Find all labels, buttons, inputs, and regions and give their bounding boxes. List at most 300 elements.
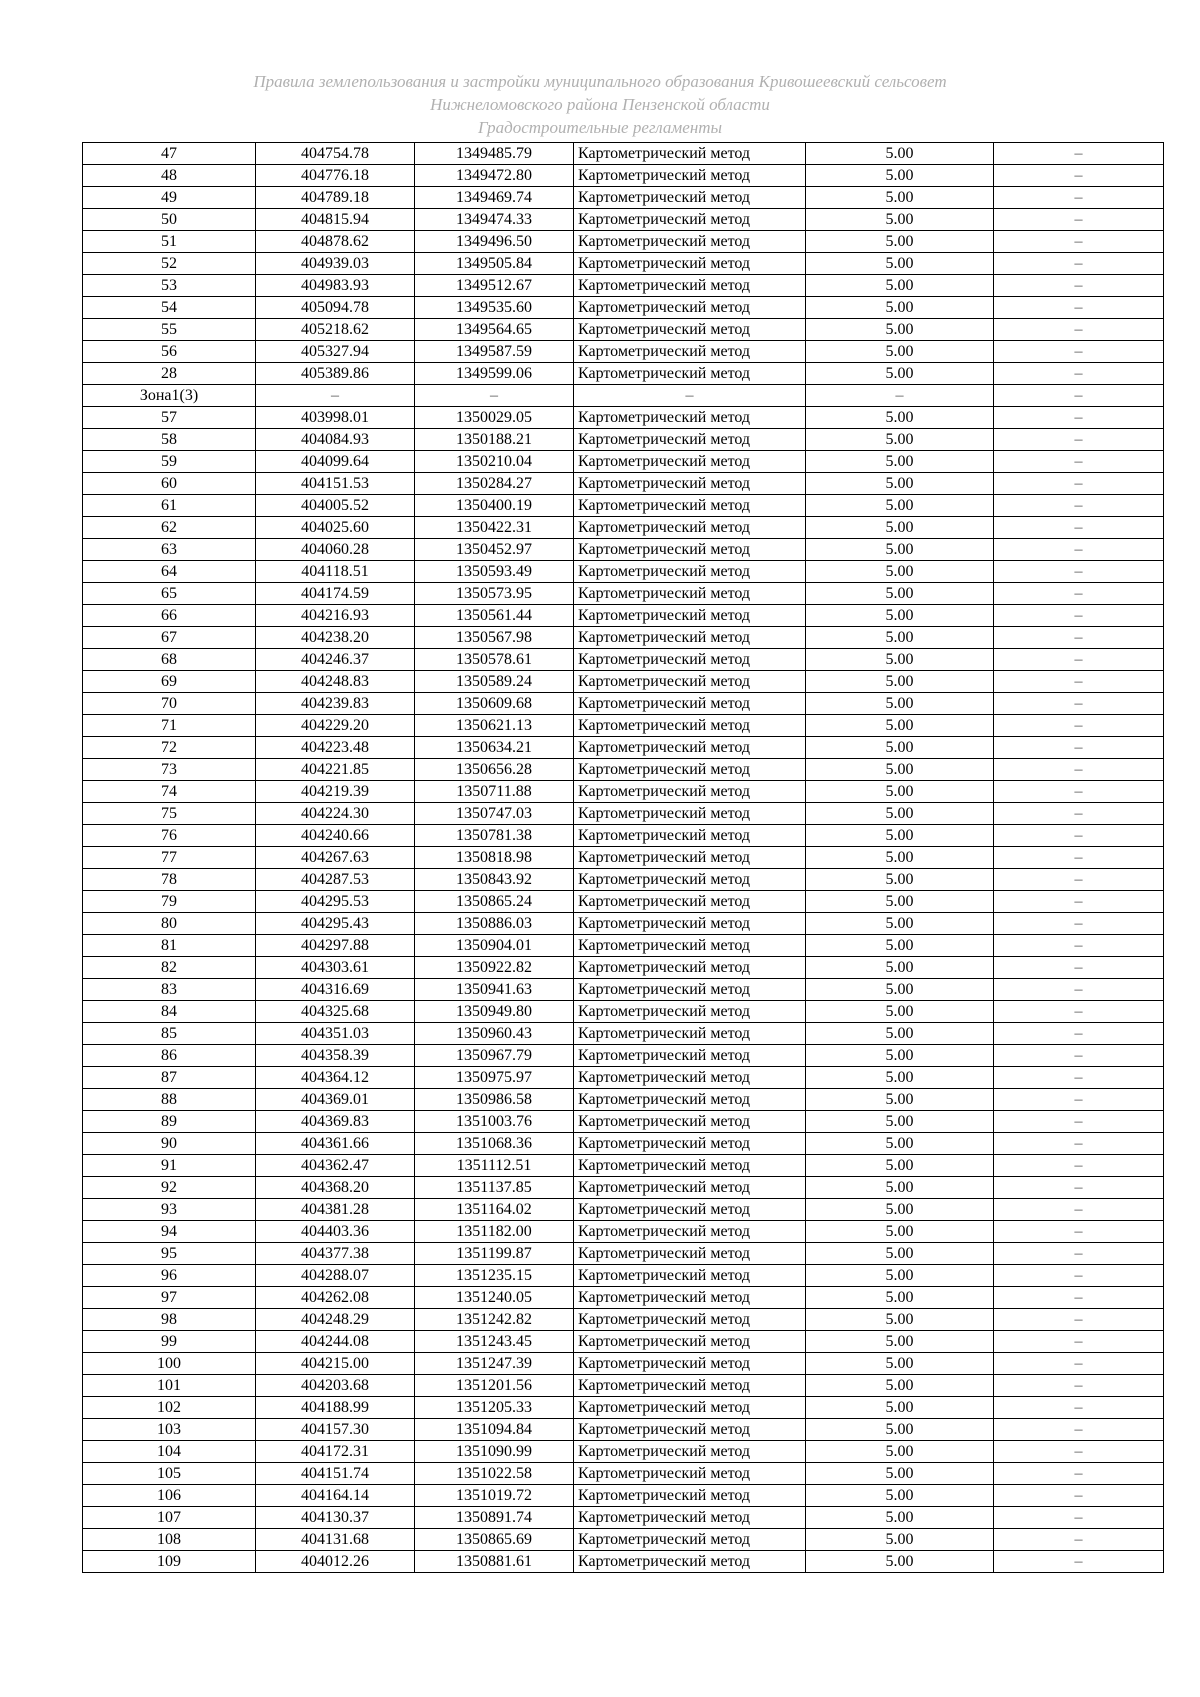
- note: –: [994, 781, 1164, 803]
- coordinate-y: 1350747.03: [415, 803, 574, 825]
- determination-method: Картометрический метод: [574, 1199, 806, 1221]
- coordinate-y: 1350634.21: [415, 737, 574, 759]
- coordinate-x: 404223.48: [256, 737, 415, 759]
- accuracy: 5.00: [806, 1507, 994, 1529]
- table-row: [83, 1023, 1164, 1045]
- determination-method: Картометрический метод: [574, 341, 806, 363]
- determination-method: Картометрический метод: [574, 1309, 806, 1331]
- coordinate-x: 404303.61: [256, 957, 415, 979]
- accuracy: 5.00: [806, 209, 994, 231]
- point-number: 98: [83, 1309, 256, 1331]
- coordinate-y: 1351094.84: [415, 1419, 574, 1441]
- point-number: 88: [83, 1089, 256, 1111]
- coordinate-y: 1349474.33: [415, 209, 574, 231]
- point-number: Зона1(3): [83, 385, 256, 407]
- determination-method: Картометрический метод: [574, 319, 806, 341]
- point-number: 50: [83, 209, 256, 231]
- note: –: [994, 1441, 1164, 1463]
- determination-method: Картометрический метод: [574, 1331, 806, 1353]
- accuracy: 5.00: [806, 1023, 994, 1045]
- determination-method: Картометрический метод: [574, 1353, 806, 1375]
- accuracy: 5.00: [806, 693, 994, 715]
- accuracy: 5.00: [806, 473, 994, 495]
- table-row: [83, 1199, 1164, 1221]
- coordinate-x: 404369.83: [256, 1111, 415, 1133]
- determination-method: Картометрический метод: [574, 1045, 806, 1067]
- accuracy: 5.00: [806, 1067, 994, 1089]
- determination-method: Картометрический метод: [574, 539, 806, 561]
- note: –: [994, 187, 1164, 209]
- table-row: [83, 605, 1164, 627]
- point-number: 106: [83, 1485, 256, 1507]
- point-number: 60: [83, 473, 256, 495]
- coordinate-y: 1349485.79: [415, 143, 574, 165]
- table-row: [83, 1353, 1164, 1375]
- coordinate-y: 1351242.82: [415, 1309, 574, 1331]
- accuracy: 5.00: [806, 297, 994, 319]
- coordinate-x: 404216.93: [256, 605, 415, 627]
- coordinate-x: 404369.01: [256, 1089, 415, 1111]
- note: –: [994, 671, 1164, 693]
- note: –: [994, 693, 1164, 715]
- note: –: [994, 759, 1164, 781]
- table-row: [83, 143, 1164, 165]
- note: –: [994, 1529, 1164, 1551]
- table-row: [83, 429, 1164, 451]
- coordinate-x: 404295.53: [256, 891, 415, 913]
- point-number: 95: [83, 1243, 256, 1265]
- accuracy: 5.00: [806, 1221, 994, 1243]
- point-number: 72: [83, 737, 256, 759]
- accuracy: 5.00: [806, 1089, 994, 1111]
- note: –: [994, 1199, 1164, 1221]
- table-row: [83, 231, 1164, 253]
- table-row: [83, 583, 1164, 605]
- header-line-2: Нижнеломовского района Пензенской области: [430, 95, 770, 114]
- point-number: 109: [83, 1551, 256, 1573]
- determination-method: Картометрический метод: [574, 407, 806, 429]
- accuracy: 5.00: [806, 605, 994, 627]
- coordinate-y: 1351201.56: [415, 1375, 574, 1397]
- note: –: [994, 803, 1164, 825]
- coordinate-x: 404131.68: [256, 1529, 415, 1551]
- coordinate-y: 1350781.38: [415, 825, 574, 847]
- accuracy: 5.00: [806, 319, 994, 341]
- point-number: 69: [83, 671, 256, 693]
- coordinate-x: 404325.68: [256, 1001, 415, 1023]
- note: –: [994, 1309, 1164, 1331]
- determination-method: Картометрический метод: [574, 231, 806, 253]
- coordinate-y: 1351137.85: [415, 1177, 574, 1199]
- determination-method: Картометрический метод: [574, 1177, 806, 1199]
- determination-method: Картометрический метод: [574, 297, 806, 319]
- determination-method: Картометрический метод: [574, 759, 806, 781]
- point-number: 48: [83, 165, 256, 187]
- point-number: 104: [83, 1441, 256, 1463]
- coordinate-x: 404240.66: [256, 825, 415, 847]
- note: –: [994, 451, 1164, 473]
- accuracy: 5.00: [806, 825, 994, 847]
- determination-method: Картометрический метод: [574, 1155, 806, 1177]
- table-row: [83, 869, 1164, 891]
- note: –: [994, 1111, 1164, 1133]
- coordinate-x: 404362.47: [256, 1155, 415, 1177]
- coordinate-y: 1351003.76: [415, 1111, 574, 1133]
- point-number: 47: [83, 143, 256, 165]
- coordinate-x: 403998.01: [256, 407, 415, 429]
- note: –: [994, 1045, 1164, 1067]
- determination-method: Картометрический метод: [574, 1441, 806, 1463]
- accuracy: 5.00: [806, 561, 994, 583]
- point-number: 78: [83, 869, 256, 891]
- table-row: [83, 539, 1164, 561]
- determination-method: Картометрический метод: [574, 1375, 806, 1397]
- determination-method: Картометрический метод: [574, 1243, 806, 1265]
- point-number: 97: [83, 1287, 256, 1309]
- accuracy: 5.00: [806, 979, 994, 1001]
- coordinate-y: 1350561.44: [415, 605, 574, 627]
- accuracy: 5.00: [806, 1485, 994, 1507]
- accuracy: 5.00: [806, 451, 994, 473]
- table-row: [83, 297, 1164, 319]
- note: –: [994, 1331, 1164, 1353]
- coordinate-x: 404130.37: [256, 1507, 415, 1529]
- determination-method: Картометрический метод: [574, 187, 806, 209]
- point-number: 61: [83, 495, 256, 517]
- point-number: 59: [83, 451, 256, 473]
- accuracy: 5.00: [806, 143, 994, 165]
- determination-method: Картометрический метод: [574, 693, 806, 715]
- coordinate-x: 404221.85: [256, 759, 415, 781]
- table-row: [83, 363, 1164, 385]
- determination-method: Картометрический метод: [574, 847, 806, 869]
- coordinate-y: 1350818.98: [415, 847, 574, 869]
- coordinate-y: 1351235.15: [415, 1265, 574, 1287]
- note: –: [994, 891, 1164, 913]
- coordinate-y: 1351205.33: [415, 1397, 574, 1419]
- point-number: 89: [83, 1111, 256, 1133]
- note: –: [994, 935, 1164, 957]
- table-row: [83, 1243, 1164, 1265]
- determination-method: Картометрический метод: [574, 209, 806, 231]
- note: –: [994, 1067, 1164, 1089]
- determination-method: Картометрический метод: [574, 1287, 806, 1309]
- coordinate-y: 1350621.13: [415, 715, 574, 737]
- table-row: [83, 1045, 1164, 1067]
- table-row: [83, 275, 1164, 297]
- note: –: [994, 649, 1164, 671]
- note: –: [994, 913, 1164, 935]
- accuracy: 5.00: [806, 363, 994, 385]
- table-row: [83, 1067, 1164, 1089]
- table-row: [83, 1309, 1164, 1331]
- coordinate-y: 1351090.99: [415, 1441, 574, 1463]
- zone-row: [83, 385, 1164, 407]
- coordinate-y: 1350865.69: [415, 1529, 574, 1551]
- table-row: [83, 1287, 1164, 1309]
- coordinate-y: 1351182.00: [415, 1221, 574, 1243]
- table-row: [83, 759, 1164, 781]
- coordinate-x: 405327.94: [256, 341, 415, 363]
- accuracy: 5.00: [806, 869, 994, 891]
- coordinate-y: 1351112.51: [415, 1155, 574, 1177]
- coordinate-x: 404316.69: [256, 979, 415, 1001]
- note: –: [994, 1023, 1164, 1045]
- determination-method: Картометрический метод: [574, 869, 806, 891]
- coordinate-x: 404754.78: [256, 143, 415, 165]
- note: –: [994, 1133, 1164, 1155]
- coordinate-y: 1350609.68: [415, 693, 574, 715]
- note: –: [994, 319, 1164, 341]
- determination-method: Картометрический метод: [574, 1111, 806, 1133]
- table-row: [83, 715, 1164, 737]
- coordinate-y: 1350865.24: [415, 891, 574, 913]
- coordinate-y: –: [415, 385, 574, 407]
- point-number: 62: [83, 517, 256, 539]
- coordinate-x: 404157.30: [256, 1419, 415, 1441]
- accuracy: 5.00: [806, 1331, 994, 1353]
- table-row: [83, 319, 1164, 341]
- point-number: 66: [83, 605, 256, 627]
- accuracy: 5.00: [806, 1243, 994, 1265]
- point-number: 63: [83, 539, 256, 561]
- table-row: [83, 1001, 1164, 1023]
- determination-method: Картометрический метод: [574, 1265, 806, 1287]
- point-number: 92: [83, 1177, 256, 1199]
- point-number: 101: [83, 1375, 256, 1397]
- coordinate-y: 1350967.79: [415, 1045, 574, 1067]
- determination-method: –: [574, 385, 806, 407]
- point-number: 28: [83, 363, 256, 385]
- determination-method: Картометрический метод: [574, 825, 806, 847]
- note: –: [994, 407, 1164, 429]
- table-row: [83, 1397, 1164, 1419]
- coordinate-x: 405094.78: [256, 297, 415, 319]
- determination-method: Картометрический метод: [574, 1133, 806, 1155]
- note: –: [994, 1507, 1164, 1529]
- coordinate-x: 404287.53: [256, 869, 415, 891]
- coordinate-y: 1350593.49: [415, 561, 574, 583]
- accuracy: 5.00: [806, 253, 994, 275]
- accuracy: 5.00: [806, 1551, 994, 1573]
- point-number: 51: [83, 231, 256, 253]
- point-number: 81: [83, 935, 256, 957]
- table-row: [83, 451, 1164, 473]
- coordinate-y: 1351240.05: [415, 1287, 574, 1309]
- coordinate-x: 404151.74: [256, 1463, 415, 1485]
- determination-method: Картометрический метод: [574, 913, 806, 935]
- point-number: 75: [83, 803, 256, 825]
- determination-method: Картометрический метод: [574, 495, 806, 517]
- accuracy: 5.00: [806, 715, 994, 737]
- accuracy: 5.00: [806, 957, 994, 979]
- coordinate-x: 404025.60: [256, 517, 415, 539]
- accuracy: 5.00: [806, 891, 994, 913]
- coordinate-y: 1351019.72: [415, 1485, 574, 1507]
- point-number: 99: [83, 1331, 256, 1353]
- note: –: [994, 627, 1164, 649]
- note: –: [994, 715, 1164, 737]
- determination-method: Картометрический метод: [574, 165, 806, 187]
- determination-method: Картометрический метод: [574, 627, 806, 649]
- determination-method: Картометрический метод: [574, 1419, 806, 1441]
- coordinate-x: 404244.08: [256, 1331, 415, 1353]
- coordinates-table: [82, 142, 1164, 1573]
- note: –: [994, 979, 1164, 1001]
- point-number: 55: [83, 319, 256, 341]
- determination-method: Картометрический метод: [574, 935, 806, 957]
- accuracy: 5.00: [806, 627, 994, 649]
- coordinate-y: 1349535.60: [415, 297, 574, 319]
- accuracy: 5.00: [806, 1045, 994, 1067]
- table-row: [83, 1485, 1164, 1507]
- coordinates-table-body: [83, 143, 1164, 1573]
- coordinate-y: 1351022.58: [415, 1463, 574, 1485]
- note: –: [994, 143, 1164, 165]
- coordinate-x: 404789.18: [256, 187, 415, 209]
- coordinate-y: 1350452.97: [415, 539, 574, 561]
- page-header: [0, 70, 1200, 139]
- coordinate-x: 404215.00: [256, 1353, 415, 1375]
- coordinate-x: 404815.94: [256, 209, 415, 231]
- coordinate-y: 1350960.43: [415, 1023, 574, 1045]
- accuracy: 5.00: [806, 781, 994, 803]
- determination-method: Картометрический метод: [574, 561, 806, 583]
- note: –: [994, 495, 1164, 517]
- point-number: 76: [83, 825, 256, 847]
- point-number: 108: [83, 1529, 256, 1551]
- coordinate-y: 1350210.04: [415, 451, 574, 473]
- coordinate-x: 404295.43: [256, 913, 415, 935]
- coordinate-x: 404219.39: [256, 781, 415, 803]
- accuracy: 5.00: [806, 913, 994, 935]
- note: –: [994, 1089, 1164, 1111]
- table-row: [83, 341, 1164, 363]
- coordinate-x: 404172.31: [256, 1441, 415, 1463]
- table-row: [83, 671, 1164, 693]
- coordinate-x: 404224.30: [256, 803, 415, 825]
- accuracy: 5.00: [806, 231, 994, 253]
- coordinate-x: 404381.28: [256, 1199, 415, 1221]
- determination-method: Картометрический метод: [574, 1485, 806, 1507]
- coordinate-x: 404358.39: [256, 1045, 415, 1067]
- coordinate-y: 1350922.82: [415, 957, 574, 979]
- table-row: [83, 935, 1164, 957]
- table-row: [83, 737, 1164, 759]
- note: –: [994, 253, 1164, 275]
- determination-method: Картометрический метод: [574, 803, 806, 825]
- note: –: [994, 605, 1164, 627]
- coordinate-x: 404361.66: [256, 1133, 415, 1155]
- coordinate-x: 404403.36: [256, 1221, 415, 1243]
- table-row: [83, 1133, 1164, 1155]
- point-number: 83: [83, 979, 256, 1001]
- determination-method: Картометрический метод: [574, 957, 806, 979]
- note: –: [994, 1155, 1164, 1177]
- coordinate-y: 1350881.61: [415, 1551, 574, 1573]
- note: –: [994, 583, 1164, 605]
- coordinate-y: 1350941.63: [415, 979, 574, 1001]
- header-line-3: Градостроительные регламенты: [477, 118, 723, 137]
- accuracy: 5.00: [806, 187, 994, 209]
- table-row: [83, 1441, 1164, 1463]
- note: –: [994, 847, 1164, 869]
- note: –: [994, 275, 1164, 297]
- table-row: [83, 803, 1164, 825]
- determination-method: Картометрический метод: [574, 1507, 806, 1529]
- accuracy: 5.00: [806, 1309, 994, 1331]
- coordinate-x: 404005.52: [256, 495, 415, 517]
- table-row: [83, 187, 1164, 209]
- table-row: [83, 473, 1164, 495]
- point-number: 85: [83, 1023, 256, 1045]
- coordinate-y: 1350986.58: [415, 1089, 574, 1111]
- table-row: [83, 979, 1164, 1001]
- accuracy: 5.00: [806, 847, 994, 869]
- coordinate-y: 1350843.92: [415, 869, 574, 891]
- point-number: 93: [83, 1199, 256, 1221]
- table-row: [83, 913, 1164, 935]
- coordinate-y: 1350284.27: [415, 473, 574, 495]
- table-row: [83, 1111, 1164, 1133]
- note: –: [994, 429, 1164, 451]
- point-number: 73: [83, 759, 256, 781]
- table-row: [83, 781, 1164, 803]
- table-row: [83, 407, 1164, 429]
- coordinate-y: 1350422.31: [415, 517, 574, 539]
- determination-method: Картометрический метод: [574, 253, 806, 275]
- accuracy: 5.00: [806, 649, 994, 671]
- accuracy: 5.00: [806, 1353, 994, 1375]
- table-row: [83, 957, 1164, 979]
- note: –: [994, 1551, 1164, 1573]
- coordinate-x: 404377.38: [256, 1243, 415, 1265]
- coordinate-x: 404188.99: [256, 1397, 415, 1419]
- table-row: [83, 253, 1164, 275]
- coordinate-x: 404118.51: [256, 561, 415, 583]
- coordinate-y: 1351164.02: [415, 1199, 574, 1221]
- point-number: 80: [83, 913, 256, 935]
- point-number: 86: [83, 1045, 256, 1067]
- accuracy: 5.00: [806, 1001, 994, 1023]
- coordinate-x: 405218.62: [256, 319, 415, 341]
- table-row: [83, 825, 1164, 847]
- determination-method: Картометрический метод: [574, 1221, 806, 1243]
- point-number: 74: [83, 781, 256, 803]
- table-row: [83, 1419, 1164, 1441]
- accuracy: 5.00: [806, 1397, 994, 1419]
- table-row: [83, 1177, 1164, 1199]
- coordinate-x: 404262.08: [256, 1287, 415, 1309]
- determination-method: Картометрический метод: [574, 1463, 806, 1485]
- determination-method: Картометрический метод: [574, 1529, 806, 1551]
- table-row: [83, 561, 1164, 583]
- point-number: 77: [83, 847, 256, 869]
- coordinate-x: 404012.26: [256, 1551, 415, 1573]
- determination-method: Картометрический метод: [574, 671, 806, 693]
- coordinate-x: 404776.18: [256, 165, 415, 187]
- table-row: [83, 165, 1164, 187]
- note: –: [994, 473, 1164, 495]
- determination-method: Картометрический метод: [574, 143, 806, 165]
- note: –: [994, 1375, 1164, 1397]
- note: –: [994, 957, 1164, 979]
- accuracy: 5.00: [806, 1419, 994, 1441]
- coordinate-x: 404288.07: [256, 1265, 415, 1287]
- table-row: [83, 1265, 1164, 1287]
- table-row: [83, 1089, 1164, 1111]
- coordinate-y: 1350188.21: [415, 429, 574, 451]
